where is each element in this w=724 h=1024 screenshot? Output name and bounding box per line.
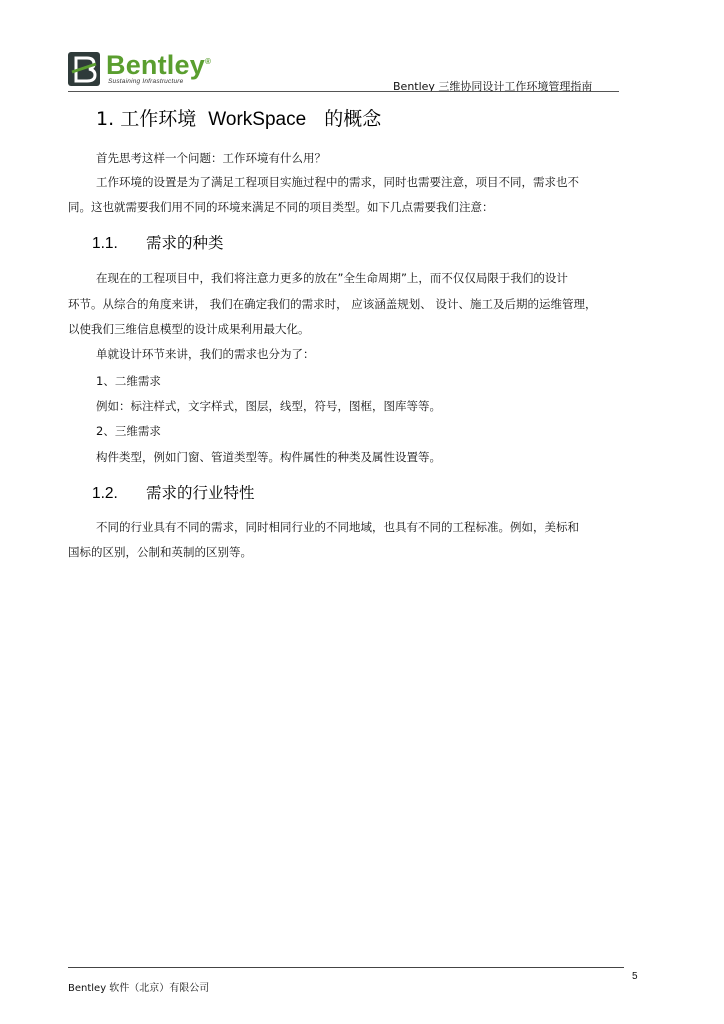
page-number: 5	[632, 971, 638, 982]
section-1-title-prefix: 工作环境	[120, 108, 197, 130]
logo-tagline: Sustaining Infrastructure	[108, 78, 184, 85]
paragraph-line: 例如：标注样式，文字样式，图层，线型，符号，图框，图库等等。	[96, 399, 441, 413]
paragraph-line: 在现在的工程项目中，我们将注意力更多的放在”全生命周期”上，而不仅仅局限于我们的设计	[96, 271, 568, 285]
paragraph-line: 构件类型，例如门窗、管道类型等。构件属性的种类及属性设置等。	[96, 450, 441, 464]
section-1-1-number: 1.1.	[92, 235, 118, 252]
paragraph-line: 以使我们三维信息模型的设计成果利用最大化。	[68, 322, 310, 336]
logo-wordmark: Bentley®	[106, 50, 212, 80]
paragraph-line: 首先思考这样一个问题：工作环境有什么用？	[96, 151, 326, 165]
paragraph-line: 不同的行业具有不同的需求，同时相同行业的不同地域，也具有不同的工程标准。例如，美标和	[96, 520, 579, 534]
section-1-number: 1.	[96, 108, 115, 130]
section-1-2-number: 1.2.	[92, 485, 118, 502]
paragraph-line: 环节。从综合的角度来讲， 我们在确定我们的需求时， 应该涵盖规划、 设计、施工及后期的运维管理，	[68, 297, 597, 311]
section-1-1-title: 需求的种类	[146, 234, 224, 252]
section-1-heading	[96, 104, 381, 131]
list-item: 2、三维需求	[96, 424, 161, 438]
section-1-title-term: WorkSpace	[208, 109, 307, 130]
bentley-b-logo-icon	[68, 52, 100, 86]
bentley-logo	[68, 52, 228, 88]
section-1-2-heading	[92, 481, 255, 503]
document-header-title: Bentley 三维协同设计工作环境管理指南	[393, 80, 593, 93]
paragraph-line: 国标的区别，公制和英制的区别等。	[68, 545, 252, 559]
paragraph-line: 单就设计环节来讲，我们的需求也分为了：	[96, 347, 315, 361]
list-item: 1、二维需求	[96, 374, 161, 388]
footer-divider	[68, 967, 624, 968]
paragraph-line: 工作环境的设置是为了满足工程项目实施过程中的需求，同时也需要注意，项目不同，需求也不	[96, 175, 579, 189]
header-divider	[68, 91, 619, 92]
footer-company: Bentley 软件（北京）有限公司	[68, 983, 210, 994]
paragraph-line: 同。这也就需要我们用不同的环境来满足不同的项目类型。如下几点需要我们注意：	[68, 200, 494, 214]
section-1-1-heading	[92, 231, 224, 253]
section-1-2-title: 需求的行业特性	[146, 484, 255, 502]
section-1-title-suffix: 的概念	[324, 108, 382, 130]
